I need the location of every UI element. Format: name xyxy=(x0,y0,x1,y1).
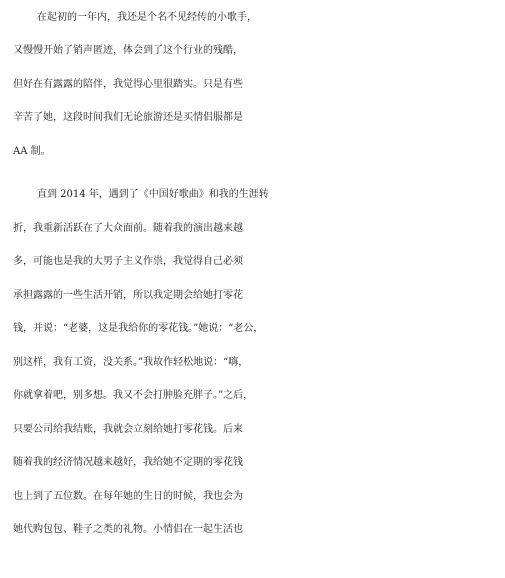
text-line: 辛苦了她，这段时间我们无论旅游还是买情侣服都是 xyxy=(13,112,243,123)
text-line: 随着我的经济情况越来越好，我给她不定期的零花钱 xyxy=(13,457,243,468)
text-line: 只要公司给我结账，我就会立刻给她打零花钱。后来 xyxy=(13,424,243,435)
text-line: 别这样，我有工资，没关系。”我故作轻松地说：“嗨， xyxy=(13,357,249,368)
text-line: 她代购包包、鞋子之类的礼物。小情侣在一起生活也 xyxy=(13,524,243,535)
text-line: 在起初的一年内，我还是个名不见经传的小歌手， xyxy=(37,12,257,23)
text-line: AA 制。 xyxy=(13,146,51,157)
text-line: 但好在有露露的陪伴，我觉得心里很踏实。只是有些 xyxy=(13,79,243,90)
text-line: 多，可能也是我的大男子主义作祟，我觉得自己必须 xyxy=(13,256,243,267)
text-line: 直到 2014 年，遇到了《中国好歌曲》和我的生涯转 xyxy=(37,189,269,200)
text-line: 钱，并说：“老婆，这是我给你的零花钱。”她说：“老公， xyxy=(13,323,264,334)
text-line: 也上到了五位数。在每年她的生日的时候，我也会为 xyxy=(13,491,243,502)
text-line: 又慢慢开始了销声匿迹，体会到了这个行业的残酷， xyxy=(13,45,243,56)
text-line: 承担露露的一些生活开销，所以我定期会给她打零花 xyxy=(13,290,243,301)
text-line: 你就拿着吧，别多想。我又不会打肿脸充胖子。”之后， xyxy=(13,390,254,401)
text-line: 折，我重新活跃在了大众面前。随着我的演出越来越 xyxy=(13,223,243,234)
